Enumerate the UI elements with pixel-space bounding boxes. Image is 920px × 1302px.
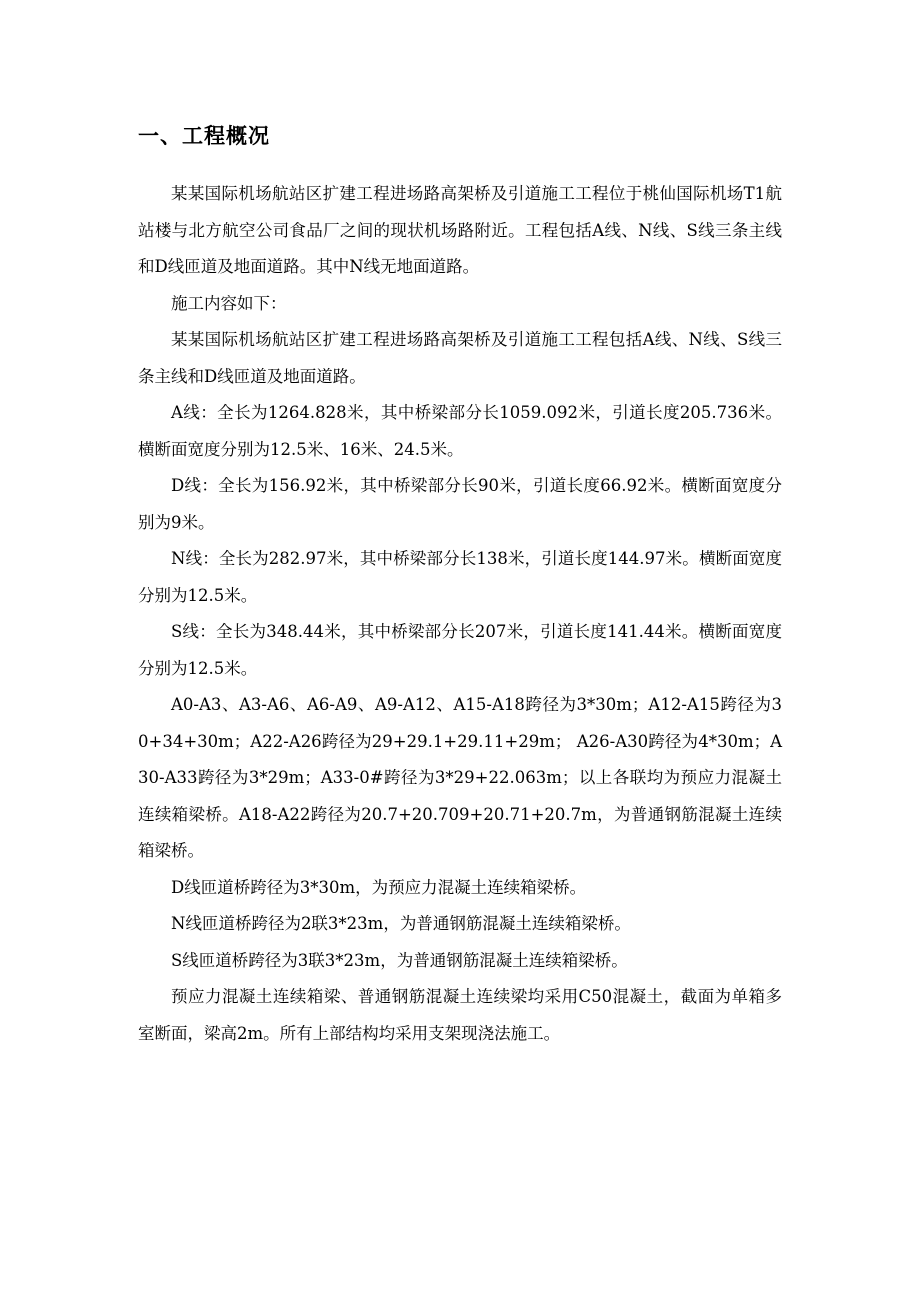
paragraph-n-line: N线：全长为282.97米，其中桥梁部分长138米，引道长度144.97米。横断面宽度分别为12.5米。 <box>138 549 782 605</box>
section-heading: 一、工程概况 <box>138 124 270 148</box>
paragraph-n-ramp-bridge: N线匝道桥跨径为2联3*23m，为普通钢筋混凝土连续箱梁桥。 <box>171 914 631 933</box>
paragraph-d-ramp-bridge: D线匝道桥跨径为3*30m，为预应力混凝土连续箱梁桥。 <box>171 877 587 897</box>
paragraph-construction-scope: 某某国际机场航站区扩建工程进场路高架桥及引道施工工程包括A线、N线、S线三条主线和D线匝道及地面道路。 <box>138 330 782 386</box>
paragraph-a-line: A线：全长为1264.828米，其中桥梁部分长1059.092米，引道长度205.736米。横断面宽度分别为12.5米、16米、24.5米。 <box>138 403 782 459</box>
paragraph-project-location: 某某国际机场航站区扩建工程进场路高架桥及引道施工工程位于桃仙国际机场T1航站楼与北方航空公司食品厂之间的现状机场路附近。工程包括A线、N线、S线三条主线和D线匝道及地面道路。其中N线无地面道路。 <box>138 184 782 276</box>
paragraph-construction-content-intro: 施工内容如下： <box>171 293 287 313</box>
paragraph-d-line: D线：全长为156.92米，其中桥梁部分长90米，引道长度66.92米。横断面宽度分别为9米。 <box>138 476 782 532</box>
paragraph-a-line-spans: A0-A3、A3-A6、A6-A9、A9-A12、A15-A18跨径为3*30m；A12-A15跨径为30+34+30m；A22-A26跨径为29+29.1+29.11+29m； A26-A30跨径为4*30m；A30-A33跨径为3*29m；A33-0#跨径为3*29+22.063m；以上各联均为预应力混凝土连续箱梁桥。A18-A22跨径为20.7+20.709+20.71+20.7m，为普通钢筋混凝土连续箱梁桥。 <box>138 695 782 860</box>
paragraph-s-line: S线：全长为348.44米，其中桥梁部分长207米，引道长度141.44米。横断面宽度分别为12.5米。 <box>138 622 782 678</box>
document-body <box>138 176 782 1052</box>
paragraph-concrete-and-construction-method: 预应力混凝土连续箱梁、普通钢筋混凝土连续梁均采用C50混凝土，截面为单箱多室断面，梁高2m。所有上部结构均采用支架现浇法施工。 <box>138 987 782 1043</box>
paragraph-s-ramp-bridge: S线匝道桥跨径为3联3*23m，为普通钢筋混凝土连续箱梁桥。 <box>171 950 628 970</box>
